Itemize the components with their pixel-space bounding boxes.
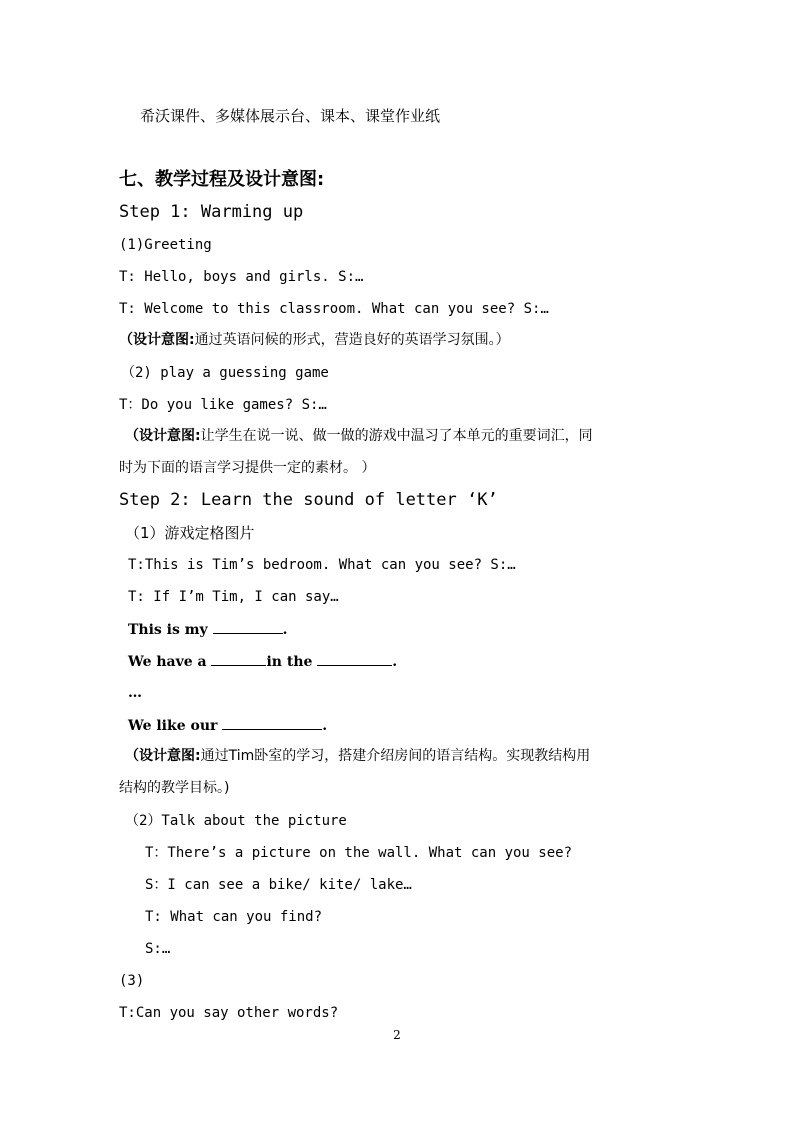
materials-line: 希沃课件、多媒体展示台、课本、课堂作业纸 xyxy=(140,107,441,125)
step2-design-note xyxy=(125,746,590,766)
greeting-label: (1)Greeting xyxy=(119,237,212,253)
step1-design-note xyxy=(119,330,510,350)
picture-line2: S：I can see a bike/ kite/ lake… xyxy=(145,877,412,893)
frame-text: This is my xyxy=(128,622,208,638)
step2-design-note-cont: 结构的教学目标。) xyxy=(119,780,230,796)
step2-title: Step 2: Learn the sound of letter ‘K’ xyxy=(119,490,498,510)
picture-line4: S:… xyxy=(145,941,171,957)
step1-design-note-2-cont: 时为下面的语言学习提供一定的素材。 ） xyxy=(119,460,376,476)
answer-blank xyxy=(222,715,322,730)
frame-text: We like our xyxy=(128,718,218,734)
step2-game-label: （1）游戏定格图片 xyxy=(125,524,255,542)
talk-picture-label: （2）Talk about the picture xyxy=(125,813,347,829)
period: . xyxy=(322,718,328,734)
step1-line3: T：Do you like games? S:… xyxy=(119,397,327,413)
sentence-frame-2 xyxy=(128,651,397,672)
item-3-label: (3) xyxy=(119,973,145,989)
section-title: 七、教学过程及设计意图: xyxy=(119,169,325,190)
note-label: （设计意图: xyxy=(125,748,201,764)
frame-text: in the xyxy=(266,654,313,670)
note-text: 通过Tim卧室的学习，搭建介绍房间的语言结构。实现教结构用 xyxy=(200,748,591,764)
page-number: 2 xyxy=(393,1028,401,1042)
note-text: 让学生在说一说、做一做的游戏中温习了本单元的重要词汇，同 xyxy=(200,428,593,444)
answer-blank xyxy=(211,651,266,666)
guessing-game-label: （2) play a guessing game xyxy=(121,365,329,381)
answer-blank xyxy=(317,651,392,666)
step1-line1: T: Hello, boys and girls. S:… xyxy=(119,269,364,285)
note-label: （设计意图: xyxy=(125,428,201,444)
frame-text: We have a xyxy=(128,654,207,670)
ellipsis-line: … xyxy=(128,685,142,701)
answer-blank xyxy=(213,619,283,634)
step1-line2: T: Welcome to this classroom. What can you see? S:… xyxy=(119,301,549,317)
picture-line1: T：There’s a picture on the wall. What can you see? xyxy=(145,845,573,861)
step1-design-note-2 xyxy=(125,426,593,446)
step2-line1: T:This is Tim’s bedroom. What can you see? S:… xyxy=(128,557,516,573)
note-label: （设计意图: xyxy=(119,332,195,348)
period: . xyxy=(392,654,398,670)
last-line: T:Can you say other words? xyxy=(119,1005,339,1021)
note-text: 通过英语问候的形式，营造良好的英语学习氛围。） xyxy=(194,332,510,348)
sentence-frame-3 xyxy=(128,715,327,736)
step1-title: Step 1: Warming up xyxy=(119,202,304,222)
period: . xyxy=(282,622,288,638)
sentence-frame-1 xyxy=(128,619,287,640)
picture-line3: T: What can you find? xyxy=(145,909,323,925)
step2-line2: T: If I’m Tim, I can say… xyxy=(128,589,339,605)
